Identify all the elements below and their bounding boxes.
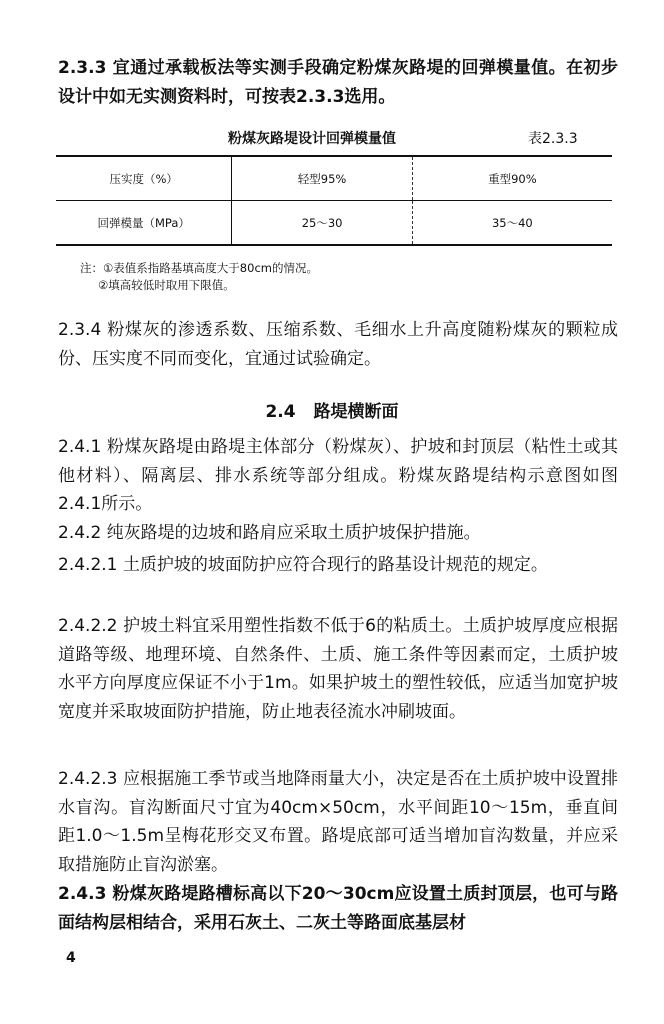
table-cell: 25～30 (232, 201, 412, 246)
paragraph-2-4-2-1: 2.4.2.1 土质护坡的坡面防护应符合现行的路基设计规范的规定。 (58, 555, 548, 575)
section-title: 路堤横断面 (313, 402, 399, 422)
table-title: 粉煤灰路堤设计回弹模量值 (228, 131, 396, 147)
section-heading (0, 397, 664, 422)
table-row (56, 201, 612, 246)
table-cell: 压实度（%） (56, 156, 232, 201)
table-number: 表2.3.3 (528, 131, 578, 147)
paragraph-2-4-2-2: 2.4.2.2 护坡土料宜采用塑性指数不低于6的粘质土。土质护坡厚度应根据道路等级、地理环境、自然条件、土质、施工条件等因素而定，土质护坡水平方向厚度应保证不小于1m。如果护坡土的塑性较低，应适当加宽护坡宽度并采取坡面防护措施，防止地表径流水冲刷坡面。 (58, 616, 618, 722)
table-cell: 重型90% (412, 156, 612, 201)
page-number: 4 (66, 950, 76, 966)
paragraph-2-4-1: 2.4.1 粉煤灰路堤由路堤主体部分（粉煤灰）、护坡和封顶层（粘性土或其他材料）、隔离层、排水系统等部分组成。粉煤灰路堤结构示意图如图2.4.1所示。 (58, 437, 618, 514)
table-note: 注：①表值系指路基填高度大于80cm的情况。 (80, 261, 318, 275)
table-row (56, 156, 612, 201)
paragraph-2-3-4: 2.3.4 粉煤灰的渗透系数、压缩系数、毛细水上升高度随粉煤灰的颗粒成份、压实度不同而变化，宜通过试验确定。 (58, 320, 618, 369)
table-caption (0, 128, 664, 150)
table-cell: 35～40 (412, 201, 612, 246)
paragraph-2-4-2: 2.4.2 纯灰路堤的边坡和路肩应采取土质护坡保护措施。 (58, 523, 481, 543)
table-notes (80, 260, 600, 294)
paragraph-2-3-3: 2.3.3 宜通过承载板法等实测手段确定粉煤灰路堤的回弹模量值。在初步设计中如无实测资料时，可按表2.3.3选用。 (58, 58, 618, 107)
table-note: ②填高较低时取用下限值。 (98, 278, 235, 292)
section-number: 2.4 (265, 402, 296, 422)
paragraph-2-4-3: 2.4.3 粉煤灰路堤路槽标高以下20～30cm应设置土质封顶层，也可与路面结构层相结合，采用石灰土、二灰土等路面底基层材 (58, 884, 618, 933)
paragraph-2-4-2-3: 2.4.2.3 应根据施工季节或当地降雨量大小，决定是否在土质护坡中设置排水盲沟。盲沟断面尺寸宜为40cm×50cm，水平间距10～15m，垂直间距1.0～1.5m呈梅花形交叉布置。路堤底部可适当增加盲沟数量，并应采取措施防止盲沟淤塞。 (58, 769, 618, 875)
table-cell: 回弹模量（MPa） (56, 201, 232, 246)
modulus-table (56, 155, 612, 246)
table-cell: 轻型95% (232, 156, 412, 201)
